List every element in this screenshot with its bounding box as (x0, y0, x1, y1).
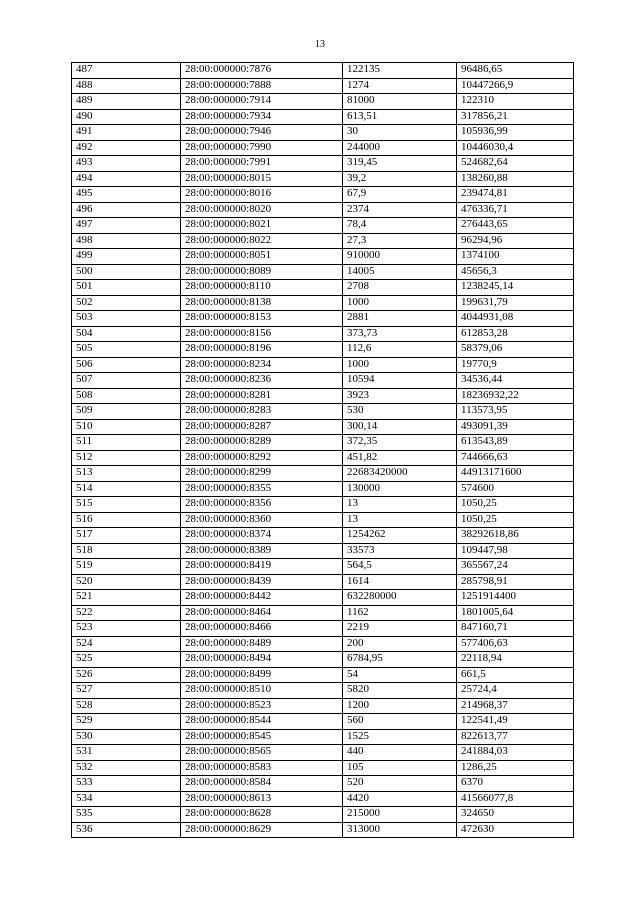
cadastral-number-cell: 28:00:000000:8419 (181, 559, 343, 575)
row-number-cell: 505 (72, 342, 181, 358)
value-cell: 847160,71 (457, 621, 574, 637)
table-row (72, 512, 574, 528)
value-cell: 365567,24 (457, 559, 574, 575)
table-row (72, 404, 574, 420)
value-cell: 58379,06 (457, 342, 574, 358)
table-row (72, 295, 574, 311)
value-cell: 18236932,22 (457, 388, 574, 404)
cadastral-number-cell: 28:00:000000:8499 (181, 667, 343, 683)
area-cell: 5820 (343, 683, 457, 699)
table-row (72, 729, 574, 745)
table-row (72, 326, 574, 342)
row-number-cell: 502 (72, 295, 181, 311)
area-cell: 910000 (343, 249, 457, 265)
area-cell: 440 (343, 745, 457, 761)
cadastral-number-cell: 28:00:000000:8360 (181, 512, 343, 528)
area-cell: 81000 (343, 94, 457, 110)
table-row (72, 481, 574, 497)
area-cell: 6784,95 (343, 652, 457, 668)
page-number: 13 (315, 39, 325, 50)
value-cell: 109447,98 (457, 543, 574, 559)
table-row (72, 373, 574, 389)
area-cell: 122135 (343, 63, 457, 79)
table-row (72, 636, 574, 652)
area-cell: 130000 (343, 481, 457, 497)
row-number-cell: 520 (72, 574, 181, 590)
table-row (72, 667, 574, 683)
cadastral-number-cell: 28:00:000000:8544 (181, 714, 343, 730)
value-cell: 612853,28 (457, 326, 574, 342)
table-row (72, 574, 574, 590)
cadastral-number-cell: 28:00:000000:8584 (181, 776, 343, 792)
value-cell: 105936,99 (457, 125, 574, 141)
row-number-cell: 519 (72, 559, 181, 575)
value-cell: 113573,95 (457, 404, 574, 420)
value-cell: 493091,39 (457, 419, 574, 435)
value-cell: 4044931,08 (457, 311, 574, 327)
value-cell: 1801005,64 (457, 605, 574, 621)
value-cell: 6370 (457, 776, 574, 792)
area-cell: 105 (343, 760, 457, 776)
value-cell: 10446030,4 (457, 140, 574, 156)
table-row (72, 419, 574, 435)
row-number-cell: 525 (72, 652, 181, 668)
value-cell: 574600 (457, 481, 574, 497)
value-cell: 524682,64 (457, 156, 574, 172)
value-cell: 577406,63 (457, 636, 574, 652)
table-row (72, 140, 574, 156)
data-table (71, 62, 574, 838)
table-row (72, 497, 574, 513)
cadastral-number-cell: 28:00:000000:7990 (181, 140, 343, 156)
area-cell: 1000 (343, 295, 457, 311)
table-row (72, 605, 574, 621)
area-cell: 39,2 (343, 171, 457, 187)
table-row (72, 543, 574, 559)
cadastral-number-cell: 28:00:000000:8022 (181, 233, 343, 249)
value-cell: 38292618,86 (457, 528, 574, 544)
row-number-cell: 513 (72, 466, 181, 482)
row-number-cell: 534 (72, 791, 181, 807)
row-number-cell: 501 (72, 280, 181, 296)
area-cell: 1614 (343, 574, 457, 590)
row-number-cell: 490 (72, 109, 181, 125)
area-cell: 2374 (343, 202, 457, 218)
cadastral-number-cell: 28:00:000000:8196 (181, 342, 343, 358)
table-row (72, 590, 574, 606)
row-number-cell: 488 (72, 78, 181, 94)
area-cell: 3923 (343, 388, 457, 404)
area-cell: 2219 (343, 621, 457, 637)
cadastral-number-cell: 28:00:000000:8629 (181, 822, 343, 838)
table-row (72, 683, 574, 699)
cadastral-number-cell: 28:00:000000:8466 (181, 621, 343, 637)
area-cell: 215000 (343, 807, 457, 823)
table-row (72, 249, 574, 265)
table-row (72, 109, 574, 125)
area-cell: 2708 (343, 280, 457, 296)
table-row (72, 264, 574, 280)
cadastral-number-cell: 28:00:000000:8355 (181, 481, 343, 497)
area-cell: 560 (343, 714, 457, 730)
cadastral-number-cell: 28:00:000000:7946 (181, 125, 343, 141)
value-cell: 10447266,9 (457, 78, 574, 94)
value-cell: 199631,79 (457, 295, 574, 311)
table-row (72, 156, 574, 172)
row-number-cell: 511 (72, 435, 181, 451)
cadastral-number-cell: 28:00:000000:7876 (181, 63, 343, 79)
table-row (72, 218, 574, 234)
table-row (72, 807, 574, 823)
row-number-cell: 507 (72, 373, 181, 389)
value-cell: 241884,03 (457, 745, 574, 761)
table-row (72, 63, 574, 79)
cadastral-number-cell: 28:00:000000:8389 (181, 543, 343, 559)
row-number-cell: 515 (72, 497, 181, 513)
value-cell: 1050,25 (457, 497, 574, 513)
cadastral-number-cell: 28:00:000000:8016 (181, 187, 343, 203)
table-row (72, 791, 574, 807)
area-cell: 14005 (343, 264, 457, 280)
table-row (72, 528, 574, 544)
table-row (72, 311, 574, 327)
area-cell: 1200 (343, 698, 457, 714)
cadastral-number-cell: 28:00:000000:8523 (181, 698, 343, 714)
area-cell: 300,14 (343, 419, 457, 435)
area-cell: 1254262 (343, 528, 457, 544)
table-row (72, 357, 574, 373)
cadastral-number-cell: 28:00:000000:8138 (181, 295, 343, 311)
cadastral-number-cell: 28:00:000000:8156 (181, 326, 343, 342)
area-cell: 1274 (343, 78, 457, 94)
cadastral-number-cell: 28:00:000000:8089 (181, 264, 343, 280)
cadastral-number-cell: 28:00:000000:8020 (181, 202, 343, 218)
row-number-cell: 492 (72, 140, 181, 156)
value-cell: 96294,96 (457, 233, 574, 249)
cadastral-number-cell: 28:00:000000:8234 (181, 357, 343, 373)
value-cell: 122541,49 (457, 714, 574, 730)
table-row (72, 466, 574, 482)
table-row (72, 822, 574, 838)
row-number-cell: 533 (72, 776, 181, 792)
value-cell: 324650 (457, 807, 574, 823)
area-cell: 520 (343, 776, 457, 792)
area-cell: 27,3 (343, 233, 457, 249)
cadastral-number-cell: 28:00:000000:7934 (181, 109, 343, 125)
cadastral-number-cell: 28:00:000000:8565 (181, 745, 343, 761)
value-cell: 239474,81 (457, 187, 574, 203)
table-row (72, 202, 574, 218)
row-number-cell: 529 (72, 714, 181, 730)
row-number-cell: 523 (72, 621, 181, 637)
table-row (72, 94, 574, 110)
value-cell: 1251914400 (457, 590, 574, 606)
cadastral-number-cell: 28:00:000000:7914 (181, 94, 343, 110)
row-number-cell: 500 (72, 264, 181, 280)
cadastral-number-cell: 28:00:000000:8281 (181, 388, 343, 404)
area-cell: 373,73 (343, 326, 457, 342)
table-row (72, 435, 574, 451)
value-cell: 285798,91 (457, 574, 574, 590)
area-cell: 200 (343, 636, 457, 652)
row-number-cell: 528 (72, 698, 181, 714)
row-number-cell: 487 (72, 63, 181, 79)
row-number-cell: 498 (72, 233, 181, 249)
row-number-cell: 493 (72, 156, 181, 172)
cadastral-number-cell: 28:00:000000:8021 (181, 218, 343, 234)
row-number-cell: 504 (72, 326, 181, 342)
table-row (72, 280, 574, 296)
area-cell: 313000 (343, 822, 457, 838)
area-cell: 319,45 (343, 156, 457, 172)
table-row (72, 621, 574, 637)
cadastral-number-cell: 28:00:000000:7991 (181, 156, 343, 172)
row-number-cell: 508 (72, 388, 181, 404)
value-cell: 744666,63 (457, 450, 574, 466)
table-row (72, 450, 574, 466)
table-row (72, 698, 574, 714)
table-row (72, 714, 574, 730)
area-cell: 67,9 (343, 187, 457, 203)
table-row (72, 78, 574, 94)
cadastral-number-cell: 28:00:000000:8464 (181, 605, 343, 621)
row-number-cell: 503 (72, 311, 181, 327)
row-number-cell: 510 (72, 419, 181, 435)
table-row (72, 776, 574, 792)
value-cell: 472630 (457, 822, 574, 838)
value-cell: 1374100 (457, 249, 574, 265)
cadastral-number-cell: 28:00:000000:8051 (181, 249, 343, 265)
value-cell: 22118,94 (457, 652, 574, 668)
row-number-cell: 530 (72, 729, 181, 745)
cadastral-number-cell: 28:00:000000:8153 (181, 311, 343, 327)
value-cell: 214968,37 (457, 698, 574, 714)
table-row (72, 388, 574, 404)
area-cell: 10594 (343, 373, 457, 389)
table-body (72, 63, 574, 838)
cadastral-number-cell: 28:00:000000:8628 (181, 807, 343, 823)
cadastral-number-cell: 28:00:000000:8015 (181, 171, 343, 187)
cadastral-number-cell: 28:00:000000:8356 (181, 497, 343, 513)
value-cell: 138260,88 (457, 171, 574, 187)
value-cell: 41566077,8 (457, 791, 574, 807)
table-row (72, 760, 574, 776)
cadastral-number-cell: 28:00:000000:8583 (181, 760, 343, 776)
area-cell: 33573 (343, 543, 457, 559)
area-cell: 54 (343, 667, 457, 683)
row-number-cell: 518 (72, 543, 181, 559)
value-cell: 122310 (457, 94, 574, 110)
row-number-cell: 524 (72, 636, 181, 652)
area-cell: 78,4 (343, 218, 457, 234)
value-cell: 613543,89 (457, 435, 574, 451)
area-cell: 1000 (343, 357, 457, 373)
cadastral-number-cell: 28:00:000000:8439 (181, 574, 343, 590)
value-cell: 19770,9 (457, 357, 574, 373)
area-cell: 112,6 (343, 342, 457, 358)
area-cell: 4420 (343, 791, 457, 807)
cadastral-number-cell: 28:00:000000:8442 (181, 590, 343, 606)
cadastral-number-cell: 28:00:000000:8236 (181, 373, 343, 389)
row-number-cell: 514 (72, 481, 181, 497)
row-number-cell: 494 (72, 171, 181, 187)
row-number-cell: 491 (72, 125, 181, 141)
value-cell: 34536,44 (457, 373, 574, 389)
table-row (72, 171, 574, 187)
value-cell: 1238245,14 (457, 280, 574, 296)
area-cell: 530 (343, 404, 457, 420)
area-cell: 30 (343, 125, 457, 141)
area-cell: 451,82 (343, 450, 457, 466)
row-number-cell: 489 (72, 94, 181, 110)
table-row (72, 187, 574, 203)
cadastral-number-cell: 28:00:000000:8510 (181, 683, 343, 699)
row-number-cell: 526 (72, 667, 181, 683)
cadastral-number-cell: 28:00:000000:8287 (181, 419, 343, 435)
row-number-cell: 531 (72, 745, 181, 761)
row-number-cell: 495 (72, 187, 181, 203)
row-number-cell: 521 (72, 590, 181, 606)
area-cell: 2881 (343, 311, 457, 327)
table-row (72, 745, 574, 761)
area-cell: 632280000 (343, 590, 457, 606)
row-number-cell: 506 (72, 357, 181, 373)
cadastral-number-cell: 28:00:000000:8489 (181, 636, 343, 652)
table-row (72, 559, 574, 575)
cadastral-number-cell: 28:00:000000:8299 (181, 466, 343, 482)
cadastral-number-cell: 28:00:000000:8283 (181, 404, 343, 420)
table-row (72, 233, 574, 249)
row-number-cell: 496 (72, 202, 181, 218)
value-cell: 1050,25 (457, 512, 574, 528)
row-number-cell: 509 (72, 404, 181, 420)
table-row (72, 652, 574, 668)
row-number-cell: 512 (72, 450, 181, 466)
row-number-cell: 527 (72, 683, 181, 699)
value-cell: 276443,65 (457, 218, 574, 234)
row-number-cell: 517 (72, 528, 181, 544)
cadastral-number-cell: 28:00:000000:7888 (181, 78, 343, 94)
area-cell: 13 (343, 512, 457, 528)
value-cell: 45656,3 (457, 264, 574, 280)
value-cell: 317856,21 (457, 109, 574, 125)
value-cell: 96486,65 (457, 63, 574, 79)
area-cell: 1525 (343, 729, 457, 745)
area-cell: 244000 (343, 140, 457, 156)
row-number-cell: 497 (72, 218, 181, 234)
value-cell: 1286,25 (457, 760, 574, 776)
cadastral-number-cell: 28:00:000000:8494 (181, 652, 343, 668)
table-row (72, 342, 574, 358)
area-cell: 13 (343, 497, 457, 513)
area-cell: 22683420000 (343, 466, 457, 482)
table-row (72, 125, 574, 141)
area-cell: 372,35 (343, 435, 457, 451)
area-cell: 564,5 (343, 559, 457, 575)
cadastral-number-cell: 28:00:000000:8545 (181, 729, 343, 745)
value-cell: 476336,71 (457, 202, 574, 218)
cadastral-number-cell: 28:00:000000:8110 (181, 280, 343, 296)
value-cell: 822613,77 (457, 729, 574, 745)
cadastral-number-cell: 28:00:000000:8374 (181, 528, 343, 544)
cadastral-number-cell: 28:00:000000:8292 (181, 450, 343, 466)
row-number-cell: 532 (72, 760, 181, 776)
value-cell: 25724,4 (457, 683, 574, 699)
value-cell: 44913171600 (457, 466, 574, 482)
row-number-cell: 536 (72, 822, 181, 838)
cadastral-number-cell: 28:00:000000:8613 (181, 791, 343, 807)
area-cell: 613,51 (343, 109, 457, 125)
row-number-cell: 535 (72, 807, 181, 823)
cadastral-number-cell: 28:00:000000:8289 (181, 435, 343, 451)
area-cell: 1162 (343, 605, 457, 621)
row-number-cell: 516 (72, 512, 181, 528)
row-number-cell: 522 (72, 605, 181, 621)
row-number-cell: 499 (72, 249, 181, 265)
value-cell: 661,5 (457, 667, 574, 683)
